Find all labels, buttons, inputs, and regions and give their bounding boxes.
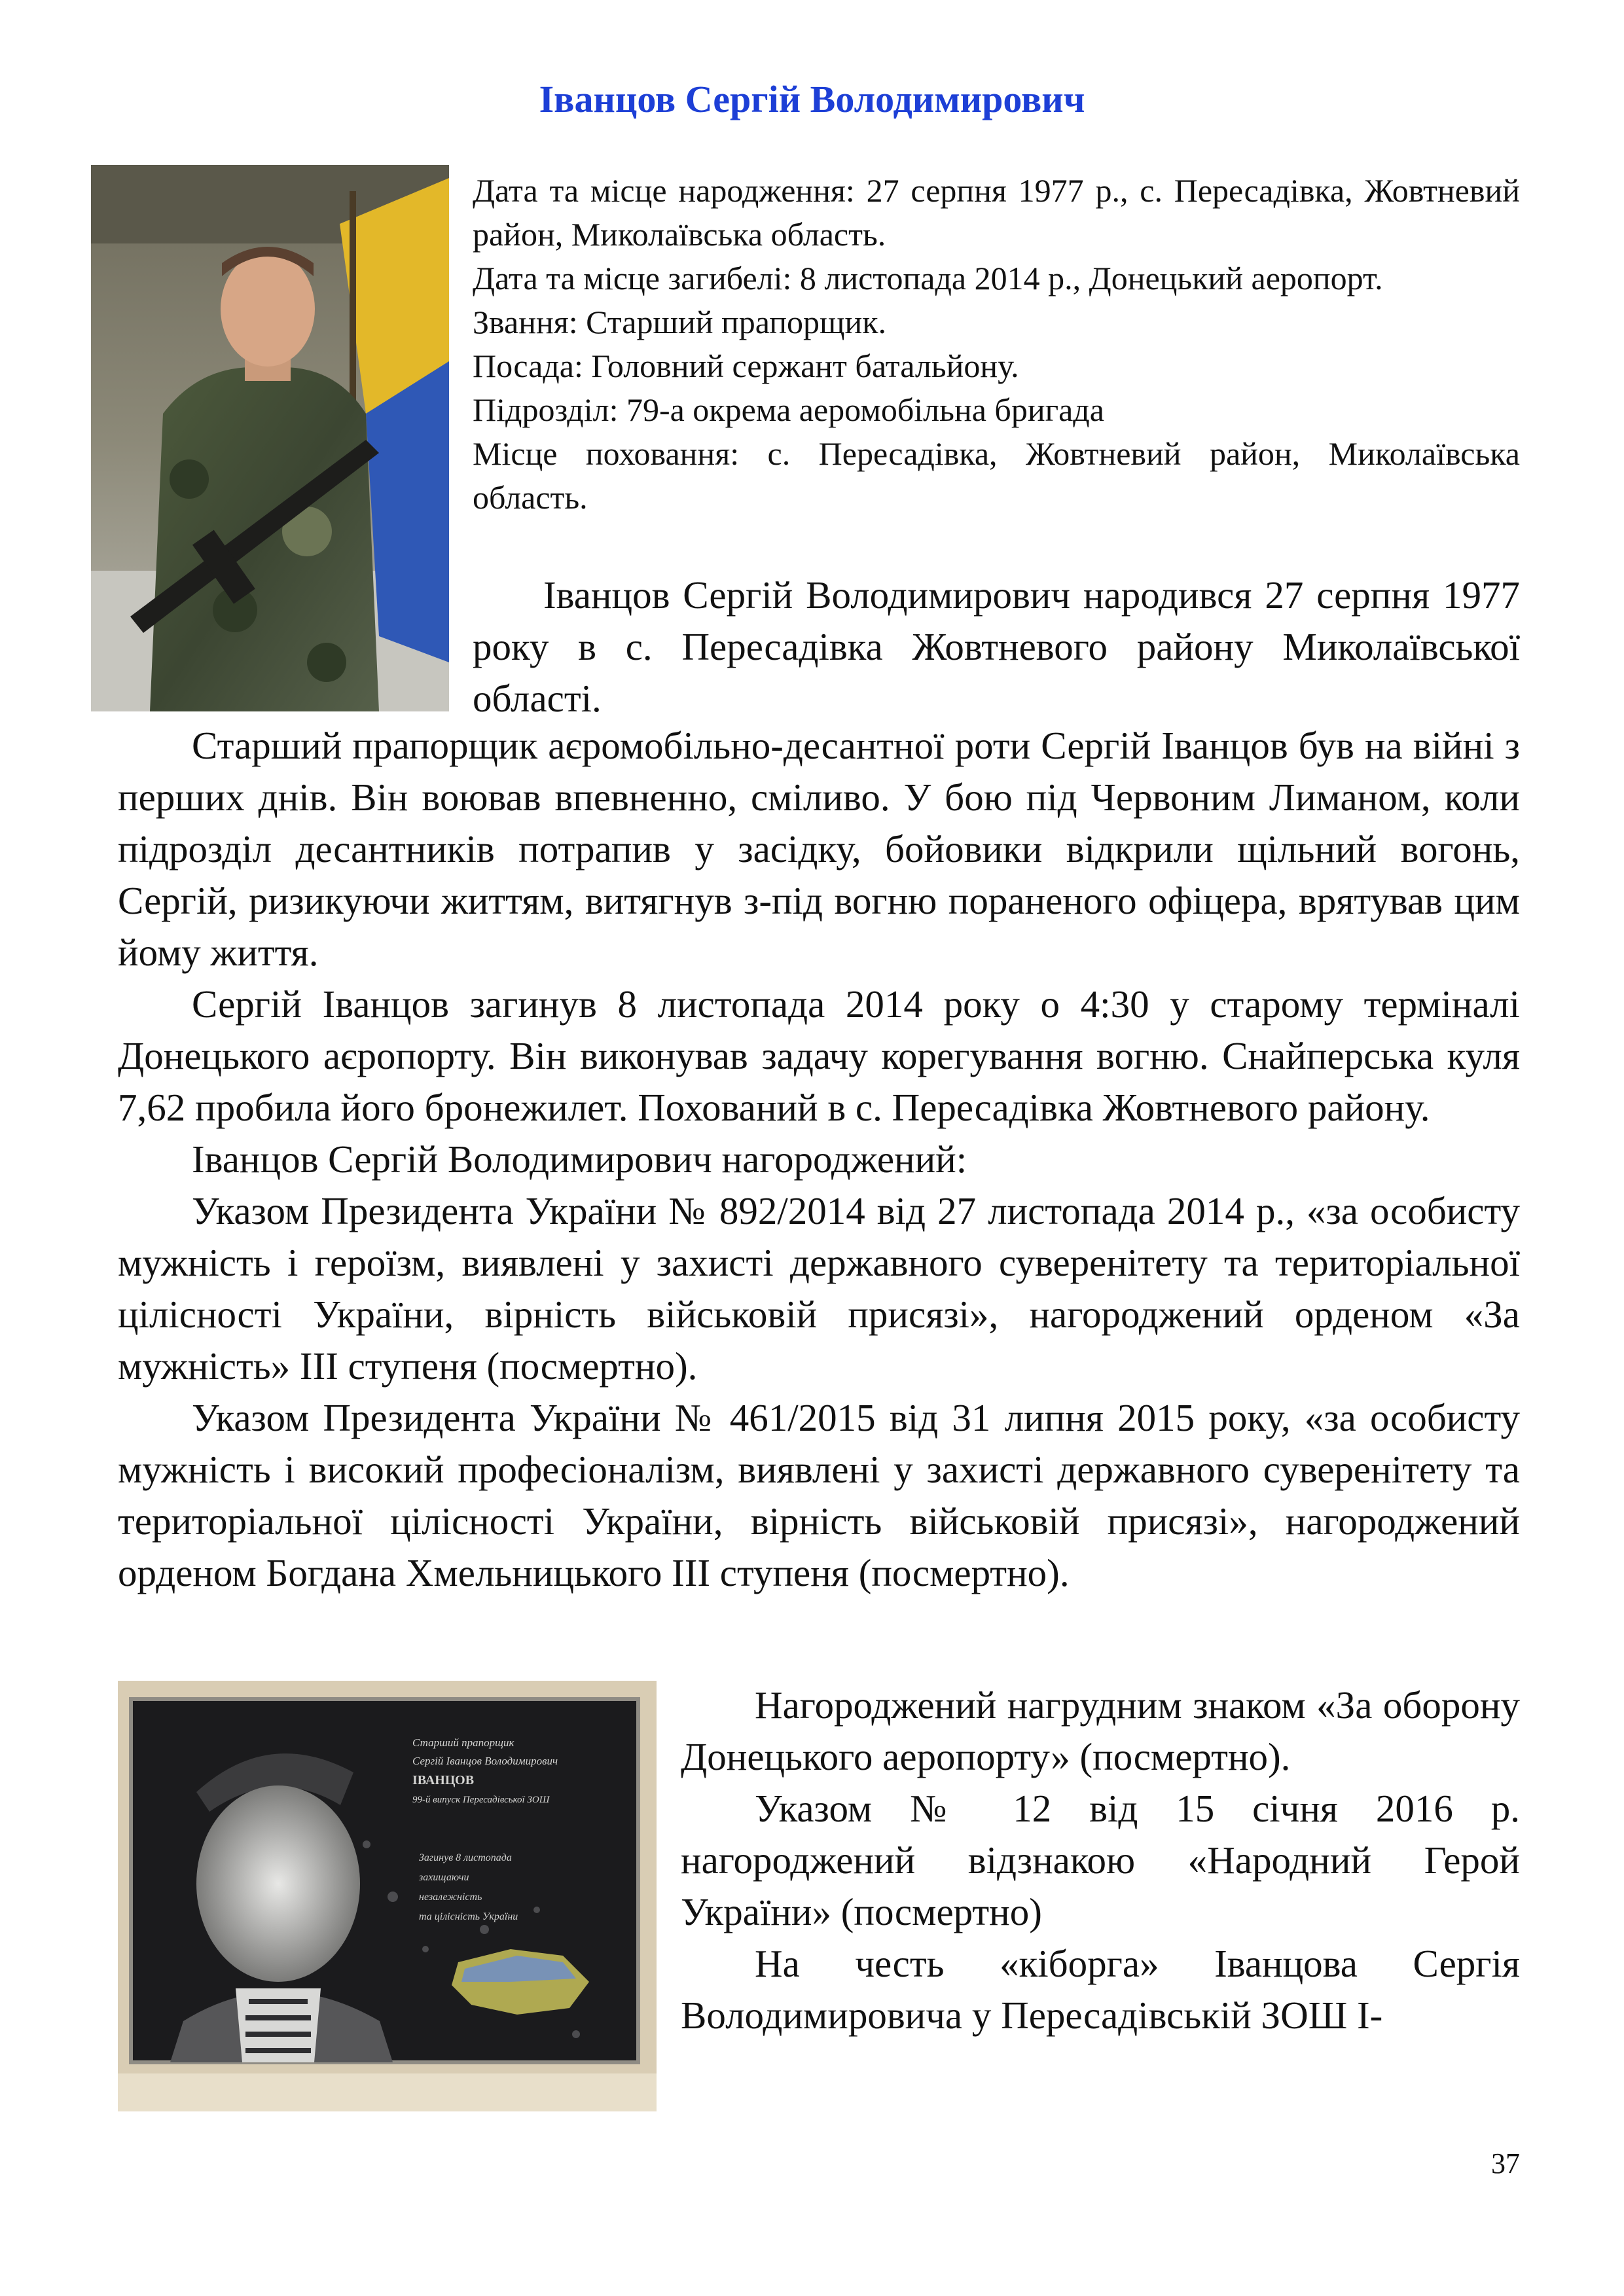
info-block [473,169,1520,520]
plaque-line-6: захищаючи [419,1872,469,1883]
soldier-photo-image [91,165,449,711]
birth-value: 27 серпня 1977 р., с. Пересадівка, Жовтневий район, Миколаївська область. [473,172,1520,253]
intro-paragraph: Іванцов Сергій Володимирович народився 27 серпня 1977 року в с. Пересадівка Жовтневого району Миколаївської області. [473,573,1520,720]
birth-label: Дата та місце народження: [473,172,855,209]
paragraph-award-2: Указом Президента України № 461/2015 від 31 липня 2015 року, «за особисту мужність і високий професіоналізм, виявлені у захисті державного суверенітету та територіальної цілісності України, вірність військовій присязі», нагороджений орденом Богдана Хмельницького III ступеня (посмертно). [118,1396,1520,1594]
paragraph-school-honor: На честь «кіборга» Іванцова Сергія Володимировича у Пересадівській ЗОШ І- [681,1942,1520,2037]
death-value: 8 листопада 2014 р., Донецький аеропорт. [799,260,1383,296]
plaque-line-1: Старший прапорщик [412,1736,514,1749]
paragraph-awards-intro: Іванцов Сергій Володимирович нагороджений: [192,1138,967,1181]
death-label: Дата та місце загибелі: [473,260,792,296]
paragraph-badge-award: Нагороджений нагрудним знаком «За оборону Донецького аеропорту» (посмертно). [681,1683,1520,1778]
body-text [118,720,1520,1599]
plaque-line-2: Сергій Іванцов Володимирович [412,1755,558,1767]
paragraph-death: Сергій Іванцов загинув 8 листопада 2014 року о 4:30 у старому терміналі Донецького аєропорту. Він виконував задачу корегування вогню. Снайперська куля 7,62 пробила його бронежилет. Похований в с. Пересадівка Жовтневого району. [118,982,1520,1129]
plaque-line-5: Загинув 8 листопада [419,1852,512,1863]
burial-info [473,432,1520,520]
burial-label: Місце поховання: [473,435,740,472]
soldier-photo [91,165,449,711]
paragraph-award-1: Указом Президента України № 892/2014 від 27 листопада 2014 р., «за особисту мужність і героїзм, виявлені у захисті державного суверенітету та територіальної цілісності України, вірність військовій присязі», нагороджений орденом «За мужність» III ступеня (посмертно). [118,1189,1520,1388]
plaque-line-4: 99-й випуск Пересадівської ЗОШ [412,1795,550,1805]
position-info: Посада: Головний сержант батальйону. [473,348,1019,384]
paragraph-people-hero: Указом № 12 від 15 січня 2016 р. нагороджений відзнакою «Народний Герой України» (посмертно) [681,1787,1520,1933]
plaque-line-8: та цілісність України [419,1911,518,1922]
death-info [473,257,1520,300]
paragraph-service: Старший прапорщик аєромобільно-десантної роти Сергій Іванцов був на війні з перших днів. Він воював впевненно, сміливо. У бою під Червоним Лиманом, коли підрозділ десантників потрапив у засідку, бойовики відкрили щільний вогонь, Сергій, ризикуючи життям, витягнув з-під вогню пораненого офіцера, врятував цим йому життя. [118,724,1520,974]
burial-value: с. Пересадівка, Жовтневий район, Миколаївська область. [473,435,1521,516]
page-number: 37 [1491,2147,1520,2179]
intro-paragraph-block [473,569,1520,725]
side-text [681,1679,1520,2041]
birth-info [473,169,1520,257]
page-title: Іванцов Сергій Володимирович [539,78,1085,120]
memorial-plaque-photo [118,1681,657,2111]
plaque-line-3: ІВАНЦОВ [412,1773,475,1787]
rank-info: Звання: Старший прапорщик. [473,304,887,340]
memorial-plaque-image [118,1681,657,2111]
plaque-line-7: незалежність [419,1892,482,1903]
unit-info: Підрозділ: 79-а окрема аеромобільна бригада [473,391,1104,428]
